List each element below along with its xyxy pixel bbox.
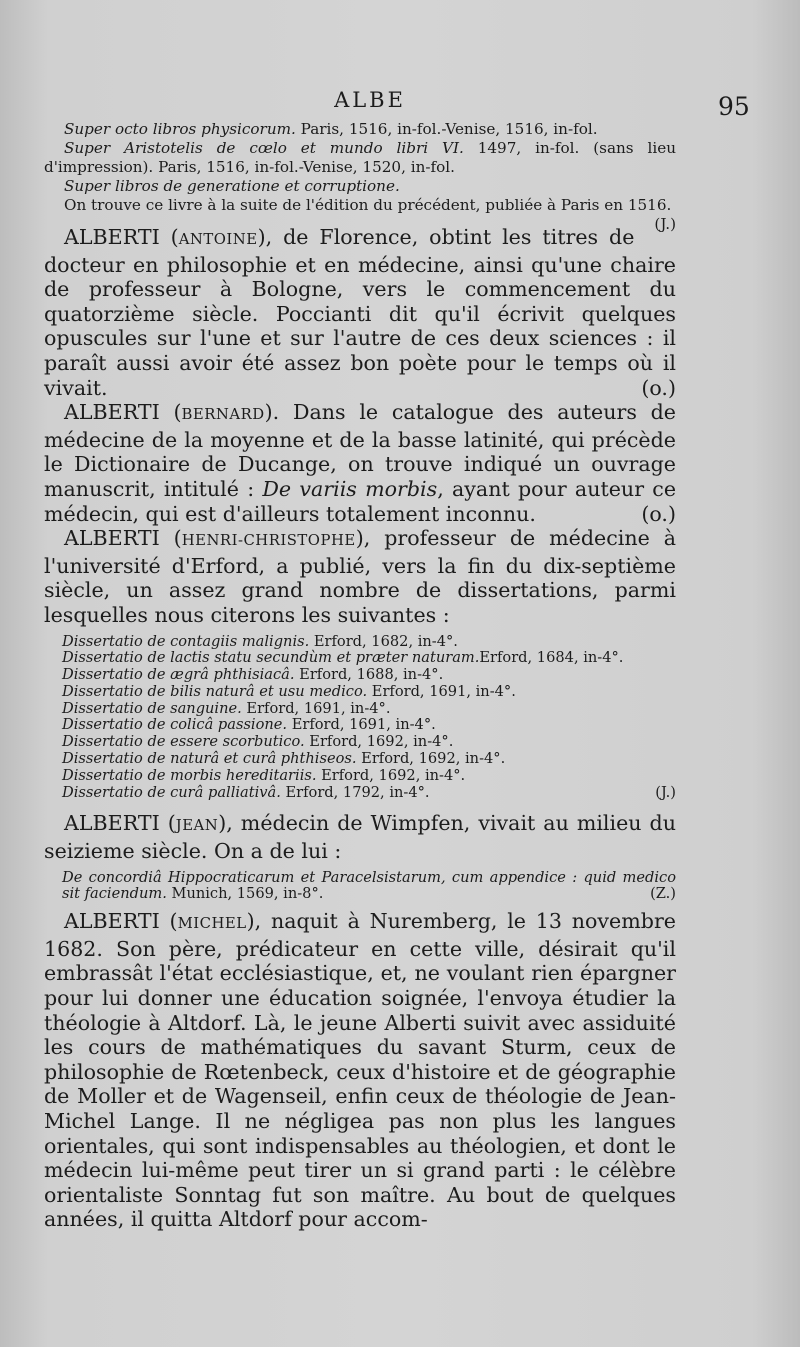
edition-note: On trouve ce livre à la suite de l'édition du précédent, publiée à Paris en 1516. (J.)	[64, 196, 676, 233]
list-item: Dissertatio de essere scorbutico. Erford, 1692, in-4°.	[62, 733, 454, 751]
list-item: Dissertatio de morbis hereditariis. Erford, 1692, in-4°.	[62, 766, 466, 784]
entry-alberti-jean: ALBERTI (JEAN), médecin de Wimpfen, vivait au milieu du seizieme siècle. On a de lui :	[44, 811, 676, 864]
entry-alberti-henri-christophe: ALBERTI (HENRI-CHRISTOPHE), professeur de médecine à l'université d'Erford, a publié, vers la fin du dix-septième siècle, un assez grand nombre de dissertations, parmi lesquelles nous citerons les suivantes :	[44, 526, 676, 627]
entry-alberti-bernard: ALBERTI (BERNARD). Dans le catalogue des auteurs de médecine de la moyenne et de la basse latinité, qui précède le Dictionaire de Ducange, on trouve indiqué un ouvrage manuscrit, intitulé : De variis morbis, ayant pour auteur ce médecin, qui est d'ailleurs totalement inconnu. (o.)	[44, 400, 677, 526]
page-header	[0, 86, 800, 120]
entry-forename: ANTOINE	[178, 231, 258, 248]
entry-alberti-antoine: ALBERTI (ANTOINE), de Florence, obtint les titres de docteur en philosophie et en médecine, ainsi qu'une chaire de professeur à Bologne, vers le commencement du quatorzième siècle. Poccianti dit qu'il écrivit quelques opuscules sur l'une et sur l'autre de ces deux sciences : il paraît aussi avoir été assez bon poète pour le temps où il vivait. (o.)	[44, 225, 676, 400]
list-item: De concordiâ Hippocraticarum et Paracelsistarum, cum appendice : quid medico sit faciendum. Munich, 1569, in-8°. (Z.)	[62, 868, 676, 903]
author-signature: (Z.)	[650, 885, 676, 903]
list-item: Dissertatio de colicâ passione. Erford, 1691, in-4°.	[62, 716, 436, 734]
work-entry: Super libros de generatione et corruptione.	[64, 177, 400, 195]
list-item: Dissertatio de ægrâ phthisiacâ. Erford, 1688, in-4°.	[62, 666, 444, 684]
entry-surname: ALBERTI	[64, 811, 160, 836]
entry-surname: ALBERTI	[64, 526, 160, 551]
running-head: ALBE	[334, 88, 406, 112]
entry-forename: JEAN	[175, 817, 219, 835]
list-item: Dissertatio de sanguine. Erford, 1691, in-4°.	[62, 699, 391, 717]
dissertation-list	[44, 634, 676, 802]
entry-surname: ALBERTI	[64, 400, 160, 425]
entry-alberti-michel: ALBERTI (MICHEL), naquit à Nuremberg, le 13 novembre 1682. Son père, prédicateur en cette ville, désirait qu'il embrassât l'état ecclésiastique, et, ne voulant rien épargner pour lui donner une éducation soignée, l'envoya étudier la théologie à Altdorf. Là, le jeune Alberti suivit avec assiduité les cours de mathématiques du savant Sturm, ceux de philosophie de Rœtenbeck, ceux d'histoire et de géographie de Moller et de Wagenseil, enfin ceux de théologie de Jean-Michel Lange. Il ne négligea pas non plus les langues orientales, qui sont indispensables au théologien, et dont le médecin lui-même peut tirer un si grand parti : le célèbre orientaliste Sonntag fut son maître. Au bout de quelques années, il quitta Altdorf pour accom-	[44, 909, 676, 1232]
page-number: 95	[718, 92, 750, 121]
author-signature: (o.)	[641, 375, 676, 400]
entry-surname: ALBERTI	[64, 909, 160, 934]
entry-forename: BERNARD	[181, 406, 265, 424]
work-title: De variis morbis	[262, 476, 438, 501]
list-item: Dissertatio de curâ palliativâ. Erford, 1792, in-4°. (J.)	[62, 783, 676, 801]
entry-surname: ALBERTI	[64, 225, 160, 249]
author-signature: (J.)	[655, 783, 676, 801]
entry-forename: MICHEL	[177, 915, 247, 933]
entry-forename: HENRI-CHRISTOPHE	[181, 532, 356, 550]
list-item: Dissertatio de lactis statu secundùm et præter naturam.Erford, 1684, in-4°.	[62, 649, 624, 667]
author-signature: (o.)	[641, 501, 676, 526]
list-item: Dissertatio de contagiis malignis. Erford, 1682, in-4°.	[62, 632, 458, 650]
work-entry: Super octo libros physicorum. Paris, 1516, in-fol.-Venise, 1516, in-fol.	[64, 120, 598, 138]
work-entry: Super Aristotelis de cœlo et mundo libri VI. 1497, in-fol. (sans lieu d'impression). Paris, 1516, in-fol.-Venise, 1520, in-fol.	[44, 139, 676, 176]
author-signature: (J.)	[654, 215, 676, 233]
jean-work-list	[44, 870, 676, 904]
list-item: Dissertatio de naturâ et curâ phthiseos. Erford, 1692, in-4°.	[62, 750, 506, 768]
list-item: Dissertatio de bilis naturâ et usu medico. Erford, 1691, in-4°.	[62, 682, 516, 700]
text-block	[44, 120, 676, 1232]
